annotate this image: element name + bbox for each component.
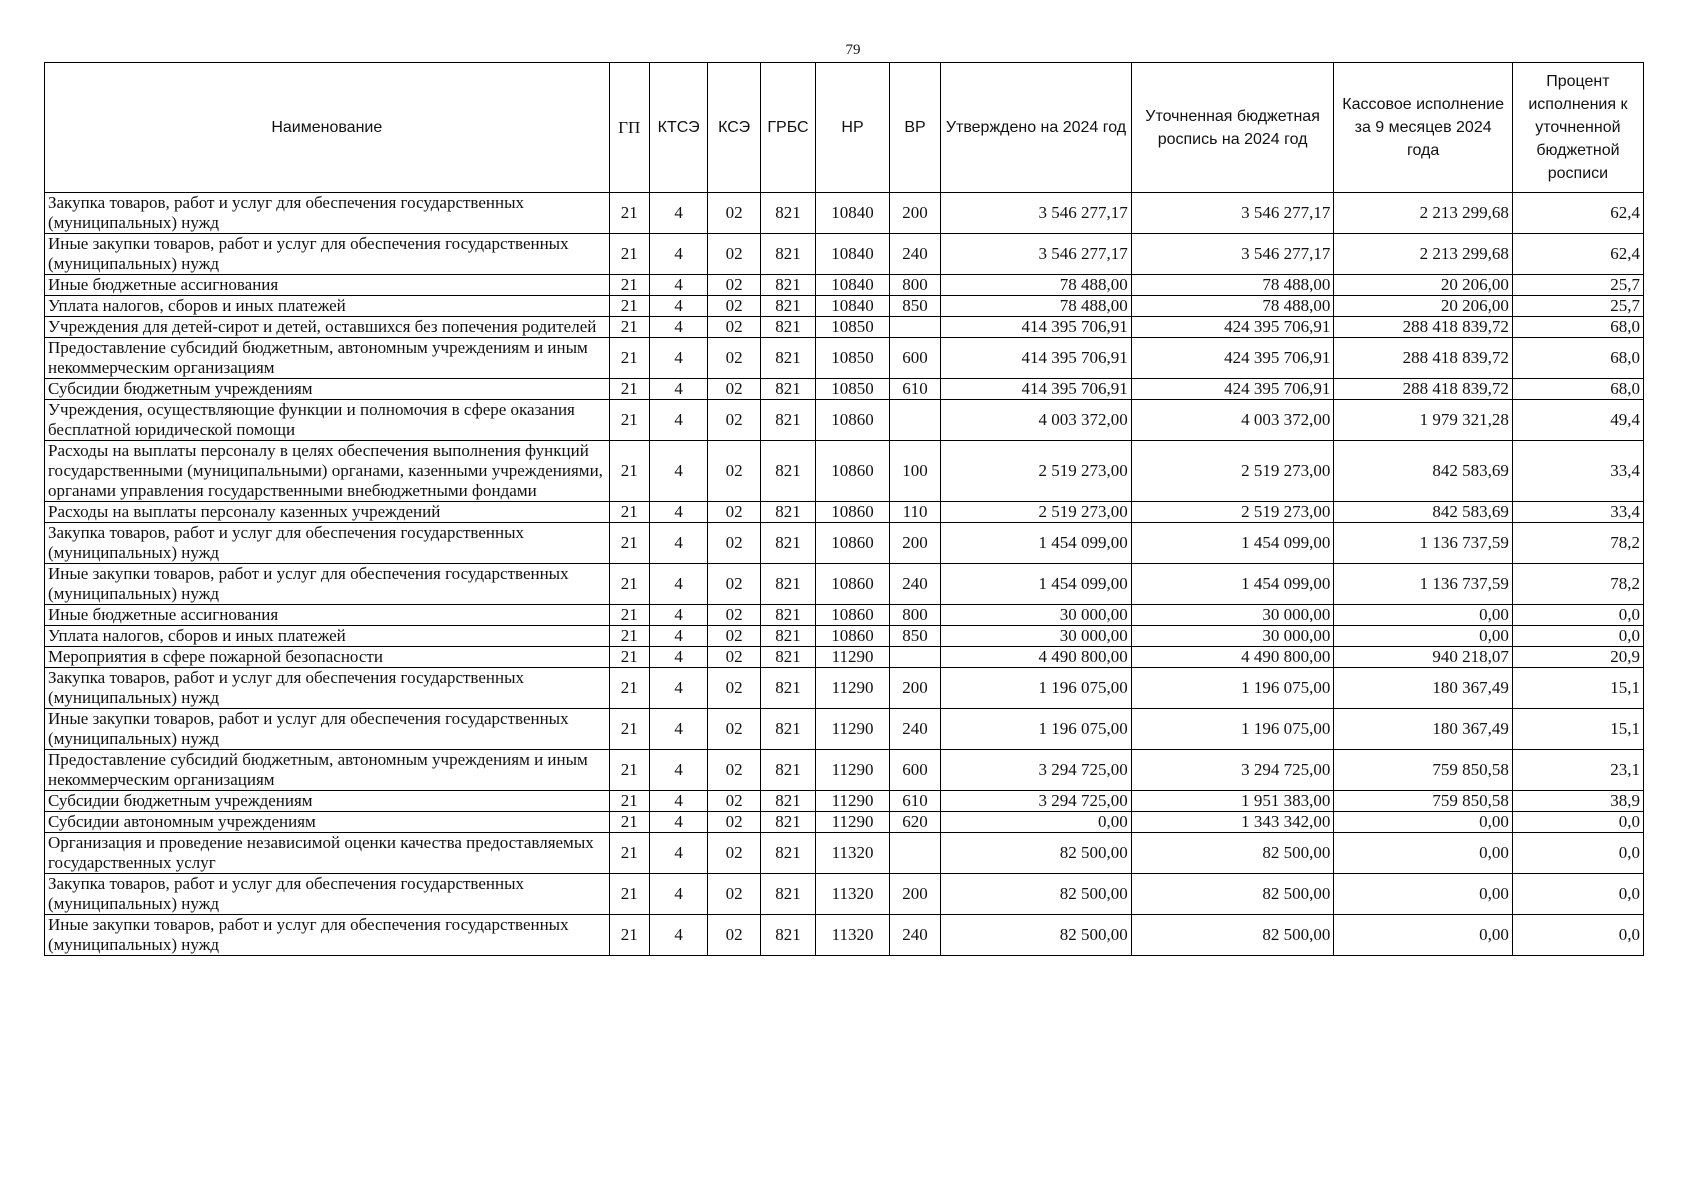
cell-approved: 82 500,00 (941, 915, 1132, 956)
cell-refined: 4 490 800,00 (1131, 647, 1334, 668)
cell-vr: 100 (889, 441, 940, 502)
cell-refined: 424 395 706,91 (1131, 317, 1334, 338)
table-body (45, 193, 1644, 956)
cell-refined: 82 500,00 (1131, 833, 1334, 874)
cell-name: Предоставление субсидий бюджетным, автономным учреждениям и иным некоммерческим организациям (45, 750, 610, 791)
cell-name: Организация и проведение независимой оценки качества предоставляемых государственных услуг (45, 833, 610, 874)
cell-gp: 21 (609, 441, 649, 502)
cell-nr: 11290 (816, 791, 890, 812)
cell-refined: 30 000,00 (1131, 626, 1334, 647)
cell-name: Иные бюджетные ассигнования (45, 605, 610, 626)
cell-vr: 240 (889, 234, 940, 275)
cell-kse: 02 (708, 234, 760, 275)
cell-kse: 02 (708, 296, 760, 317)
cell-gp: 21 (609, 523, 649, 564)
cell-kse: 02 (708, 709, 760, 750)
table-row (45, 915, 1644, 956)
cell-kse: 02 (708, 379, 760, 400)
table-header-row (45, 63, 1644, 193)
cell-approved: 1 454 099,00 (941, 523, 1132, 564)
cell-kse: 02 (708, 915, 760, 956)
cell-gp: 21 (609, 296, 649, 317)
cell-gp: 21 (609, 400, 649, 441)
cell-refined: 4 003 372,00 (1131, 400, 1334, 441)
cell-ktse: 4 (649, 338, 707, 379)
cell-ktse: 4 (649, 874, 707, 915)
cell-gp: 21 (609, 193, 649, 234)
cell-cash: 2 213 299,68 (1334, 193, 1512, 234)
cell-gp: 21 (609, 791, 649, 812)
cell-cash: 288 418 839,72 (1334, 338, 1512, 379)
cell-nr: 11290 (816, 750, 890, 791)
cell-nr: 10840 (816, 275, 890, 296)
header-approved: Утверждено на 2024 год (941, 63, 1132, 193)
cell-gp: 21 (609, 379, 649, 400)
cell-vr: 600 (889, 338, 940, 379)
cell-gp: 21 (609, 234, 649, 275)
cell-vr: 850 (889, 296, 940, 317)
cell-name: Закупка товаров, работ и услуг для обеспечения государственных (муниципальных) нужд (45, 668, 610, 709)
cell-kse: 02 (708, 791, 760, 812)
cell-cash: 0,00 (1334, 605, 1512, 626)
cell-approved: 1 196 075,00 (941, 668, 1132, 709)
table-row (45, 668, 1644, 709)
cell-vr: 610 (889, 379, 940, 400)
cell-grbs: 821 (760, 791, 815, 812)
cell-grbs: 821 (760, 750, 815, 791)
cell-cash: 1 979 321,28 (1334, 400, 1512, 441)
cell-nr: 11320 (816, 915, 890, 956)
header-kse: КСЭ (708, 63, 760, 193)
header-percent: Процент исполнения к уточненной бюджетной росписи (1512, 63, 1643, 193)
table-row (45, 709, 1644, 750)
cell-approved: 78 488,00 (941, 296, 1132, 317)
cell-name: Субсидии бюджетным учреждениям (45, 379, 610, 400)
cell-approved: 82 500,00 (941, 874, 1132, 915)
cell-nr: 11320 (816, 833, 890, 874)
cell-vr: 610 (889, 791, 940, 812)
cell-cash: 180 367,49 (1334, 668, 1512, 709)
cell-gp: 21 (609, 833, 649, 874)
cell-kse: 02 (708, 502, 760, 523)
cell-percent: 62,4 (1512, 193, 1643, 234)
cell-gp: 21 (609, 750, 649, 791)
cell-ktse: 4 (649, 915, 707, 956)
cell-vr (889, 833, 940, 874)
cell-approved: 4 490 800,00 (941, 647, 1132, 668)
cell-approved: 3 546 277,17 (941, 234, 1132, 275)
cell-ktse: 4 (649, 605, 707, 626)
cell-refined: 82 500,00 (1131, 874, 1334, 915)
cell-name: Иные закупки товаров, работ и услуг для обеспечения государственных (муниципальных) нужд (45, 709, 610, 750)
cell-name: Субсидии автономным учреждениям (45, 812, 610, 833)
cell-percent: 0,0 (1512, 833, 1643, 874)
cell-percent: 68,0 (1512, 317, 1643, 338)
cell-name: Иные закупки товаров, работ и услуг для обеспечения государственных (муниципальных) нужд (45, 234, 610, 275)
cell-cash: 1 136 737,59 (1334, 523, 1512, 564)
cell-name: Уплата налогов, сборов и иных платежей (45, 296, 610, 317)
cell-refined: 1 196 075,00 (1131, 668, 1334, 709)
cell-gp: 21 (609, 668, 649, 709)
cell-kse: 02 (708, 647, 760, 668)
header-gp: ГП (609, 63, 649, 193)
cell-name: Иные закупки товаров, работ и услуг для обеспечения государственных (муниципальных) нужд (45, 915, 610, 956)
cell-percent: 20,9 (1512, 647, 1643, 668)
table-row (45, 234, 1644, 275)
cell-cash: 0,00 (1334, 833, 1512, 874)
cell-vr: 800 (889, 275, 940, 296)
cell-kse: 02 (708, 605, 760, 626)
cell-cash: 2 213 299,68 (1334, 234, 1512, 275)
cell-percent: 78,2 (1512, 564, 1643, 605)
cell-gp: 21 (609, 647, 649, 668)
cell-percent: 38,9 (1512, 791, 1643, 812)
cell-percent: 62,4 (1512, 234, 1643, 275)
table-row (45, 750, 1644, 791)
cell-refined: 78 488,00 (1131, 275, 1334, 296)
cell-percent: 0,0 (1512, 812, 1643, 833)
cell-cash: 759 850,58 (1334, 750, 1512, 791)
cell-percent: 68,0 (1512, 379, 1643, 400)
cell-gp: 21 (609, 502, 649, 523)
cell-cash: 288 418 839,72 (1334, 379, 1512, 400)
table-row (45, 564, 1644, 605)
table-row (45, 874, 1644, 915)
cell-percent: 0,0 (1512, 915, 1643, 956)
cell-ktse: 4 (649, 523, 707, 564)
cell-refined: 3 546 277,17 (1131, 193, 1334, 234)
cell-grbs: 821 (760, 564, 815, 605)
cell-cash: 0,00 (1334, 812, 1512, 833)
cell-name: Закупка товаров, работ и услуг для обеспечения государственных (муниципальных) нужд (45, 523, 610, 564)
header-vr: ВР (889, 63, 940, 193)
cell-refined: 1 196 075,00 (1131, 709, 1334, 750)
cell-grbs: 821 (760, 812, 815, 833)
cell-nr: 11290 (816, 812, 890, 833)
cell-vr: 200 (889, 668, 940, 709)
cell-approved: 78 488,00 (941, 275, 1132, 296)
cell-percent: 0,0 (1512, 874, 1643, 915)
cell-grbs: 821 (760, 874, 815, 915)
cell-ktse: 4 (649, 275, 707, 296)
table-row (45, 379, 1644, 400)
cell-refined: 1 454 099,00 (1131, 564, 1334, 605)
cell-kse: 02 (708, 874, 760, 915)
cell-approved: 4 003 372,00 (941, 400, 1132, 441)
cell-kse: 02 (708, 400, 760, 441)
cell-ktse: 4 (649, 791, 707, 812)
cell-nr: 10860 (816, 400, 890, 441)
cell-ktse: 4 (649, 812, 707, 833)
cell-cash: 940 218,07 (1334, 647, 1512, 668)
cell-kse: 02 (708, 812, 760, 833)
cell-vr: 200 (889, 523, 940, 564)
cell-grbs: 821 (760, 915, 815, 956)
cell-nr: 10840 (816, 296, 890, 317)
cell-ktse: 4 (649, 647, 707, 668)
cell-ktse: 4 (649, 400, 707, 441)
cell-approved: 3 294 725,00 (941, 750, 1132, 791)
cell-kse: 02 (708, 317, 760, 338)
table-row (45, 400, 1644, 441)
cell-gp: 21 (609, 317, 649, 338)
cell-percent: 15,1 (1512, 668, 1643, 709)
cell-approved: 414 395 706,91 (941, 317, 1132, 338)
cell-refined: 78 488,00 (1131, 296, 1334, 317)
cell-vr (889, 317, 940, 338)
cell-name: Закупка товаров, работ и услуг для обеспечения государственных (муниципальных) нужд (45, 874, 610, 915)
cell-vr: 240 (889, 709, 940, 750)
cell-gp: 21 (609, 812, 649, 833)
cell-percent: 49,4 (1512, 400, 1643, 441)
cell-name: Субсидии бюджетным учреждениям (45, 791, 610, 812)
cell-vr: 200 (889, 874, 940, 915)
cell-cash: 20 206,00 (1334, 296, 1512, 317)
cell-gp: 21 (609, 709, 649, 750)
table-row (45, 441, 1644, 502)
cell-grbs: 821 (760, 833, 815, 874)
header-ktse: КТСЭ (649, 63, 707, 193)
cell-ktse: 4 (649, 441, 707, 502)
cell-refined: 3 546 277,17 (1131, 234, 1334, 275)
cell-approved: 2 519 273,00 (941, 502, 1132, 523)
cell-gp: 21 (609, 275, 649, 296)
cell-refined: 30 000,00 (1131, 605, 1334, 626)
table-row (45, 275, 1644, 296)
cell-nr: 10850 (816, 317, 890, 338)
cell-nr: 11320 (816, 874, 890, 915)
cell-ktse: 4 (649, 379, 707, 400)
cell-approved: 3 294 725,00 (941, 791, 1132, 812)
cell-grbs: 821 (760, 668, 815, 709)
cell-kse: 02 (708, 668, 760, 709)
cell-grbs: 821 (760, 502, 815, 523)
header-name: Наименование (45, 63, 610, 193)
cell-vr: 800 (889, 605, 940, 626)
cell-gp: 21 (609, 626, 649, 647)
cell-cash: 759 850,58 (1334, 791, 1512, 812)
header-cash: Кассовое исполнение за 9 месяцев 2024 года (1334, 63, 1512, 193)
cell-nr: 10840 (816, 193, 890, 234)
cell-refined: 1 951 383,00 (1131, 791, 1334, 812)
cell-grbs: 821 (760, 647, 815, 668)
cell-refined: 1 454 099,00 (1131, 523, 1334, 564)
cell-grbs: 821 (760, 296, 815, 317)
cell-name: Иные бюджетные ассигнования (45, 275, 610, 296)
cell-refined: 82 500,00 (1131, 915, 1334, 956)
cell-nr: 10860 (816, 502, 890, 523)
cell-approved: 3 546 277,17 (941, 193, 1132, 234)
cell-cash: 20 206,00 (1334, 275, 1512, 296)
cell-cash: 1 136 737,59 (1334, 564, 1512, 605)
budget-table (44, 62, 1644, 956)
cell-approved: 0,00 (941, 812, 1132, 833)
table-row (45, 338, 1644, 379)
cell-nr: 10840 (816, 234, 890, 275)
cell-cash: 0,00 (1334, 874, 1512, 915)
cell-refined: 2 519 273,00 (1131, 441, 1334, 502)
cell-name: Расходы на выплаты персоналу казенных учреждений (45, 502, 610, 523)
page-number: 79 (845, 42, 861, 58)
table-row (45, 791, 1644, 812)
cell-percent: 25,7 (1512, 296, 1643, 317)
table-row (45, 833, 1644, 874)
table-row (45, 812, 1644, 833)
cell-cash: 288 418 839,72 (1334, 317, 1512, 338)
cell-kse: 02 (708, 275, 760, 296)
cell-vr: 600 (889, 750, 940, 791)
cell-vr: 620 (889, 812, 940, 833)
cell-nr: 10860 (816, 626, 890, 647)
cell-approved: 414 395 706,91 (941, 379, 1132, 400)
cell-grbs: 821 (760, 400, 815, 441)
cell-kse: 02 (708, 626, 760, 647)
cell-name: Закупка товаров, работ и услуг для обеспечения государственных (муниципальных) нужд (45, 193, 610, 234)
cell-approved: 30 000,00 (941, 605, 1132, 626)
table-row (45, 626, 1644, 647)
cell-nr: 11290 (816, 647, 890, 668)
cell-kse: 02 (708, 523, 760, 564)
cell-name: Учреждения для детей-сирот и детей, оставшихся без попечения родителей (45, 317, 610, 338)
cell-ktse: 4 (649, 564, 707, 605)
cell-ktse: 4 (649, 502, 707, 523)
cell-ktse: 4 (649, 193, 707, 234)
cell-nr: 10860 (816, 564, 890, 605)
header-nr: НР (816, 63, 890, 193)
cell-kse: 02 (708, 193, 760, 234)
cell-grbs: 821 (760, 441, 815, 502)
cell-nr: 11290 (816, 709, 890, 750)
cell-name: Расходы на выплаты персоналу в целях обеспечения выполнения функций государственными (муниципальными) органами, казенными учреждениями, органами управления государственными внебюджетными фондами (45, 441, 610, 502)
cell-vr: 240 (889, 564, 940, 605)
cell-vr: 240 (889, 915, 940, 956)
cell-name: Иные закупки товаров, работ и услуг для обеспечения государственных (муниципальных) нужд (45, 564, 610, 605)
cell-gp: 21 (609, 338, 649, 379)
cell-nr: 10850 (816, 338, 890, 379)
cell-nr: 11290 (816, 668, 890, 709)
cell-nr: 10860 (816, 523, 890, 564)
cell-gp: 21 (609, 605, 649, 626)
cell-refined: 424 395 706,91 (1131, 379, 1334, 400)
cell-name: Учреждения, осуществляющие функции и полномочия в сфере оказания бесплатной юридической помощи (45, 400, 610, 441)
cell-approved: 30 000,00 (941, 626, 1132, 647)
cell-approved: 2 519 273,00 (941, 441, 1132, 502)
cell-percent: 0,0 (1512, 605, 1643, 626)
cell-gp: 21 (609, 915, 649, 956)
cell-kse: 02 (708, 338, 760, 379)
cell-grbs: 821 (760, 193, 815, 234)
cell-percent: 33,4 (1512, 441, 1643, 502)
cell-refined: 1 343 342,00 (1131, 812, 1334, 833)
cell-approved: 82 500,00 (941, 833, 1132, 874)
cell-vr (889, 647, 940, 668)
cell-refined: 424 395 706,91 (1131, 338, 1334, 379)
cell-ktse: 4 (649, 296, 707, 317)
cell-approved: 1 454 099,00 (941, 564, 1132, 605)
cell-ktse: 4 (649, 317, 707, 338)
cell-refined: 2 519 273,00 (1131, 502, 1334, 523)
cell-grbs: 821 (760, 275, 815, 296)
cell-vr (889, 400, 940, 441)
cell-cash: 180 367,49 (1334, 709, 1512, 750)
cell-percent: 78,2 (1512, 523, 1643, 564)
cell-grbs: 821 (760, 317, 815, 338)
cell-name: Мероприятия в сфере пожарной безопасности (45, 647, 610, 668)
cell-percent: 68,0 (1512, 338, 1643, 379)
cell-grbs: 821 (760, 379, 815, 400)
cell-ktse: 4 (649, 234, 707, 275)
cell-percent: 23,1 (1512, 750, 1643, 791)
header-refined: Уточненная бюджетная роспись на 2024 год (1131, 63, 1334, 193)
cell-grbs: 821 (760, 709, 815, 750)
cell-ktse: 4 (649, 750, 707, 791)
cell-gp: 21 (609, 874, 649, 915)
cell-ktse: 4 (649, 833, 707, 874)
cell-grbs: 821 (760, 234, 815, 275)
cell-nr: 10860 (816, 441, 890, 502)
cell-cash: 0,00 (1334, 915, 1512, 956)
cell-cash: 0,00 (1334, 626, 1512, 647)
cell-kse: 02 (708, 564, 760, 605)
cell-vr: 850 (889, 626, 940, 647)
header-grbs: ГРБС (760, 63, 815, 193)
cell-vr: 200 (889, 193, 940, 234)
cell-ktse: 4 (649, 626, 707, 647)
cell-percent: 15,1 (1512, 709, 1643, 750)
cell-cash: 842 583,69 (1334, 502, 1512, 523)
cell-nr: 10850 (816, 379, 890, 400)
cell-kse: 02 (708, 441, 760, 502)
cell-percent: 25,7 (1512, 275, 1643, 296)
cell-cash: 842 583,69 (1334, 441, 1512, 502)
cell-approved: 414 395 706,91 (941, 338, 1132, 379)
cell-approved: 1 196 075,00 (941, 709, 1132, 750)
cell-grbs: 821 (760, 626, 815, 647)
table-row (45, 193, 1644, 234)
cell-ktse: 4 (649, 709, 707, 750)
cell-grbs: 821 (760, 523, 815, 564)
cell-name: Предоставление субсидий бюджетным, автономным учреждениям и иным некоммерческим организациям (45, 338, 610, 379)
cell-vr: 110 (889, 502, 940, 523)
cell-grbs: 821 (760, 605, 815, 626)
table-row (45, 647, 1644, 668)
table-row (45, 317, 1644, 338)
table-row (45, 502, 1644, 523)
cell-kse: 02 (708, 833, 760, 874)
table-row (45, 523, 1644, 564)
cell-name: Уплата налогов, сборов и иных платежей (45, 626, 610, 647)
cell-nr: 10860 (816, 605, 890, 626)
table-row (45, 296, 1644, 317)
cell-percent: 0,0 (1512, 626, 1643, 647)
cell-kse: 02 (708, 750, 760, 791)
table-row (45, 605, 1644, 626)
cell-grbs: 821 (760, 338, 815, 379)
cell-percent: 33,4 (1512, 502, 1643, 523)
cell-ktse: 4 (649, 668, 707, 709)
cell-refined: 3 294 725,00 (1131, 750, 1334, 791)
cell-gp: 21 (609, 564, 649, 605)
